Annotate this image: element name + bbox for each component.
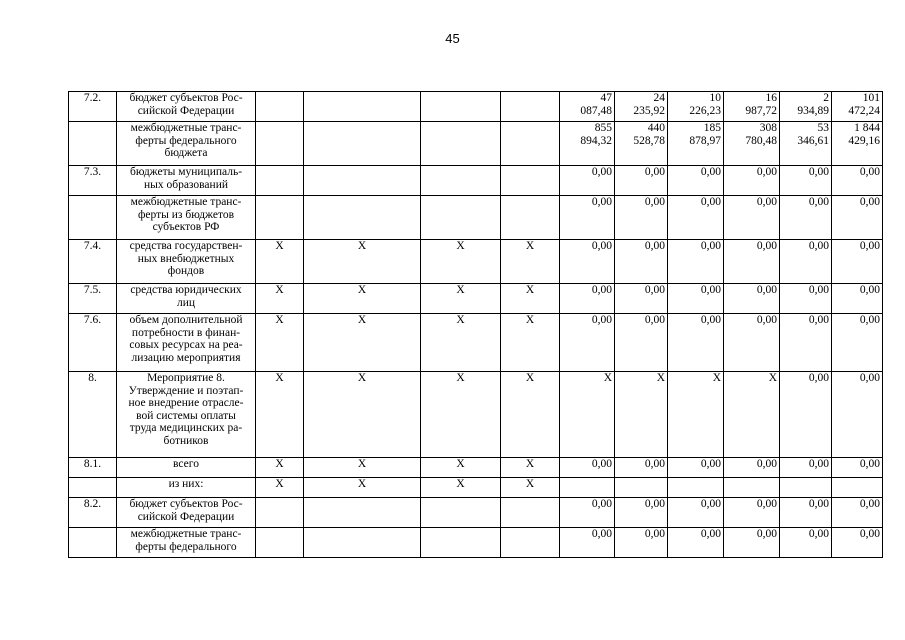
row-number-cell — [69, 196, 117, 240]
value-cell: 0,00 — [724, 284, 780, 314]
row-number-cell: 7.4. — [69, 240, 117, 284]
value-cell: X — [560, 372, 615, 458]
value-cell: 53 346,61 — [780, 122, 832, 166]
code-cell — [304, 92, 421, 122]
table-row — [69, 166, 883, 196]
value-cell — [832, 478, 883, 498]
value-cell: 24 235,92 — [615, 92, 668, 122]
value-cell: 0,00 — [560, 314, 615, 372]
value-cell: 0,00 — [724, 240, 780, 284]
value-cell: 0,00 — [668, 314, 724, 372]
value-cell: 0,00 — [560, 458, 615, 478]
code-cell — [501, 92, 560, 122]
table-row — [69, 498, 883, 528]
value-cell: 0,00 — [832, 498, 883, 528]
value-cell: 0,00 — [780, 458, 832, 478]
table-row — [69, 92, 883, 122]
code-cell: X — [304, 240, 421, 284]
budget-table — [68, 91, 883, 558]
code-cell: X — [421, 284, 501, 314]
value-cell: 0,00 — [615, 498, 668, 528]
row-number-cell — [69, 478, 117, 498]
table-row — [69, 284, 883, 314]
value-cell: 0,00 — [668, 196, 724, 240]
value-cell: 0,00 — [668, 166, 724, 196]
value-cell: 0,00 — [780, 166, 832, 196]
row-number-cell — [69, 528, 117, 558]
value-cell: X — [615, 372, 668, 458]
value-cell: 0,00 — [560, 284, 615, 314]
description-cell: бюджет субъектов Рос- сийской Федерации — [117, 92, 256, 122]
value-cell: 1 844 429,16 — [832, 122, 883, 166]
table-row — [69, 314, 883, 372]
value-cell: 0,00 — [615, 528, 668, 558]
value-cell: 0,00 — [615, 196, 668, 240]
code-cell — [501, 528, 560, 558]
description-cell: межбюджетные транс- ферты федерального — [117, 528, 256, 558]
code-cell: X — [256, 458, 304, 478]
value-cell: 0,00 — [780, 314, 832, 372]
code-cell — [501, 498, 560, 528]
code-cell — [256, 528, 304, 558]
code-cell — [421, 122, 501, 166]
value-cell: 0,00 — [832, 458, 883, 478]
value-cell: 0,00 — [780, 196, 832, 240]
description-cell: всего — [117, 458, 256, 478]
value-cell: 0,00 — [780, 240, 832, 284]
code-cell — [421, 498, 501, 528]
row-number-cell: 7.6. — [69, 314, 117, 372]
value-cell: 0,00 — [615, 166, 668, 196]
value-cell: 0,00 — [615, 284, 668, 314]
value-cell — [724, 478, 780, 498]
value-cell — [560, 478, 615, 498]
value-cell — [615, 478, 668, 498]
value-cell: 101 472,24 — [832, 92, 883, 122]
code-cell: X — [501, 240, 560, 284]
row-number-cell: 8.2. — [69, 498, 117, 528]
row-number-cell: 7.2. — [69, 92, 117, 122]
code-cell — [256, 122, 304, 166]
value-cell: 0,00 — [832, 240, 883, 284]
code-cell — [256, 196, 304, 240]
code-cell — [304, 122, 421, 166]
code-cell — [421, 92, 501, 122]
code-cell: X — [421, 458, 501, 478]
value-cell: 0,00 — [832, 372, 883, 458]
value-cell: 0,00 — [615, 240, 668, 284]
code-cell: X — [421, 314, 501, 372]
table-row — [69, 458, 883, 478]
page-number: 45 — [445, 31, 460, 46]
code-cell — [304, 166, 421, 196]
row-number-cell: 7.5. — [69, 284, 117, 314]
table-row — [69, 122, 883, 166]
value-cell: 0,00 — [724, 166, 780, 196]
value-cell: 16 987,72 — [724, 92, 780, 122]
value-cell: 0,00 — [668, 284, 724, 314]
code-cell — [256, 166, 304, 196]
code-cell: X — [501, 372, 560, 458]
code-cell: X — [256, 240, 304, 284]
code-cell: X — [256, 314, 304, 372]
value-cell: 0,00 — [832, 284, 883, 314]
value-cell: 0,00 — [668, 240, 724, 284]
value-cell: 0,00 — [724, 314, 780, 372]
value-cell: 0,00 — [832, 196, 883, 240]
row-number-cell — [69, 122, 117, 166]
value-cell: 2 934,89 — [780, 92, 832, 122]
code-cell — [304, 196, 421, 240]
row-number-cell: 8.1. — [69, 458, 117, 478]
code-cell: X — [501, 458, 560, 478]
code-cell — [421, 196, 501, 240]
value-cell: X — [724, 372, 780, 458]
value-cell: 0,00 — [560, 166, 615, 196]
value-cell: 0,00 — [560, 528, 615, 558]
code-cell — [421, 166, 501, 196]
code-cell — [501, 166, 560, 196]
code-cell — [501, 122, 560, 166]
value-cell: 0,00 — [780, 372, 832, 458]
code-cell: X — [421, 240, 501, 284]
code-cell — [256, 498, 304, 528]
value-cell: 0,00 — [615, 314, 668, 372]
value-cell: 185 878,97 — [668, 122, 724, 166]
value-cell: 0,00 — [668, 498, 724, 528]
value-cell: 0,00 — [560, 240, 615, 284]
table-body — [69, 92, 883, 558]
value-cell: 47 087,48 — [560, 92, 615, 122]
table-row — [69, 196, 883, 240]
code-cell: X — [256, 478, 304, 498]
row-number-cell: 7.3. — [69, 166, 117, 196]
row-number-cell: 8. — [69, 372, 117, 458]
description-cell: межбюджетные транс- ферты федерального бюджета — [117, 122, 256, 166]
value-cell — [668, 478, 724, 498]
value-cell: 0,00 — [724, 458, 780, 478]
table-row — [69, 528, 883, 558]
value-cell: 0,00 — [724, 528, 780, 558]
code-cell: X — [256, 284, 304, 314]
value-cell: 0,00 — [615, 458, 668, 478]
code-cell: X — [304, 284, 421, 314]
value-cell: 0,00 — [780, 284, 832, 314]
description-cell: межбюджетные транс- ферты из бюджетов субъектов РФ — [117, 196, 256, 240]
code-cell: X — [501, 284, 560, 314]
value-cell: 0,00 — [780, 498, 832, 528]
value-cell: 0,00 — [832, 166, 883, 196]
value-cell — [780, 478, 832, 498]
code-cell — [304, 498, 421, 528]
code-cell: X — [501, 314, 560, 372]
code-cell: X — [421, 372, 501, 458]
description-cell: бюджеты муниципаль- ных образований — [117, 166, 256, 196]
code-cell: X — [304, 478, 421, 498]
value-cell: 0,00 — [724, 498, 780, 528]
code-cell — [256, 92, 304, 122]
description-cell: объем дополнительной потребности в финан- совых ресурсах на реа- лизацию мероприятия — [117, 314, 256, 372]
table-row — [69, 240, 883, 284]
value-cell: 440 528,78 — [615, 122, 668, 166]
value-cell: 0,00 — [724, 196, 780, 240]
value-cell: 308 780,48 — [724, 122, 780, 166]
code-cell: X — [421, 478, 501, 498]
value-cell: 10 226,23 — [668, 92, 724, 122]
description-cell: Мероприятие 8. Утверждение и поэтап- ное внедрение отрасле- вой системы оплаты труда медицинских ра- ботников — [117, 372, 256, 458]
code-cell: X — [304, 314, 421, 372]
description-cell: средства юридических лиц — [117, 284, 256, 314]
code-cell — [421, 528, 501, 558]
value-cell: 0,00 — [668, 458, 724, 478]
code-cell — [501, 196, 560, 240]
value-cell: 0,00 — [832, 528, 883, 558]
value-cell: 0,00 — [780, 528, 832, 558]
value-cell: 0,00 — [560, 196, 615, 240]
description-cell: бюджет субъектов Рос- сийской Федерации — [117, 498, 256, 528]
code-cell: X — [501, 478, 560, 498]
value-cell: 0,00 — [832, 314, 883, 372]
value-cell: X — [668, 372, 724, 458]
description-cell: из них: — [117, 478, 256, 498]
description-cell: средства государствен- ных внебюджетных фондов — [117, 240, 256, 284]
value-cell: 0,00 — [668, 528, 724, 558]
code-cell: X — [304, 458, 421, 478]
code-cell: X — [304, 372, 421, 458]
table-row — [69, 372, 883, 458]
code-cell: X — [256, 372, 304, 458]
code-cell — [304, 528, 421, 558]
value-cell: 0,00 — [560, 498, 615, 528]
value-cell: 855 894,32 — [560, 122, 615, 166]
table-row — [69, 478, 883, 498]
